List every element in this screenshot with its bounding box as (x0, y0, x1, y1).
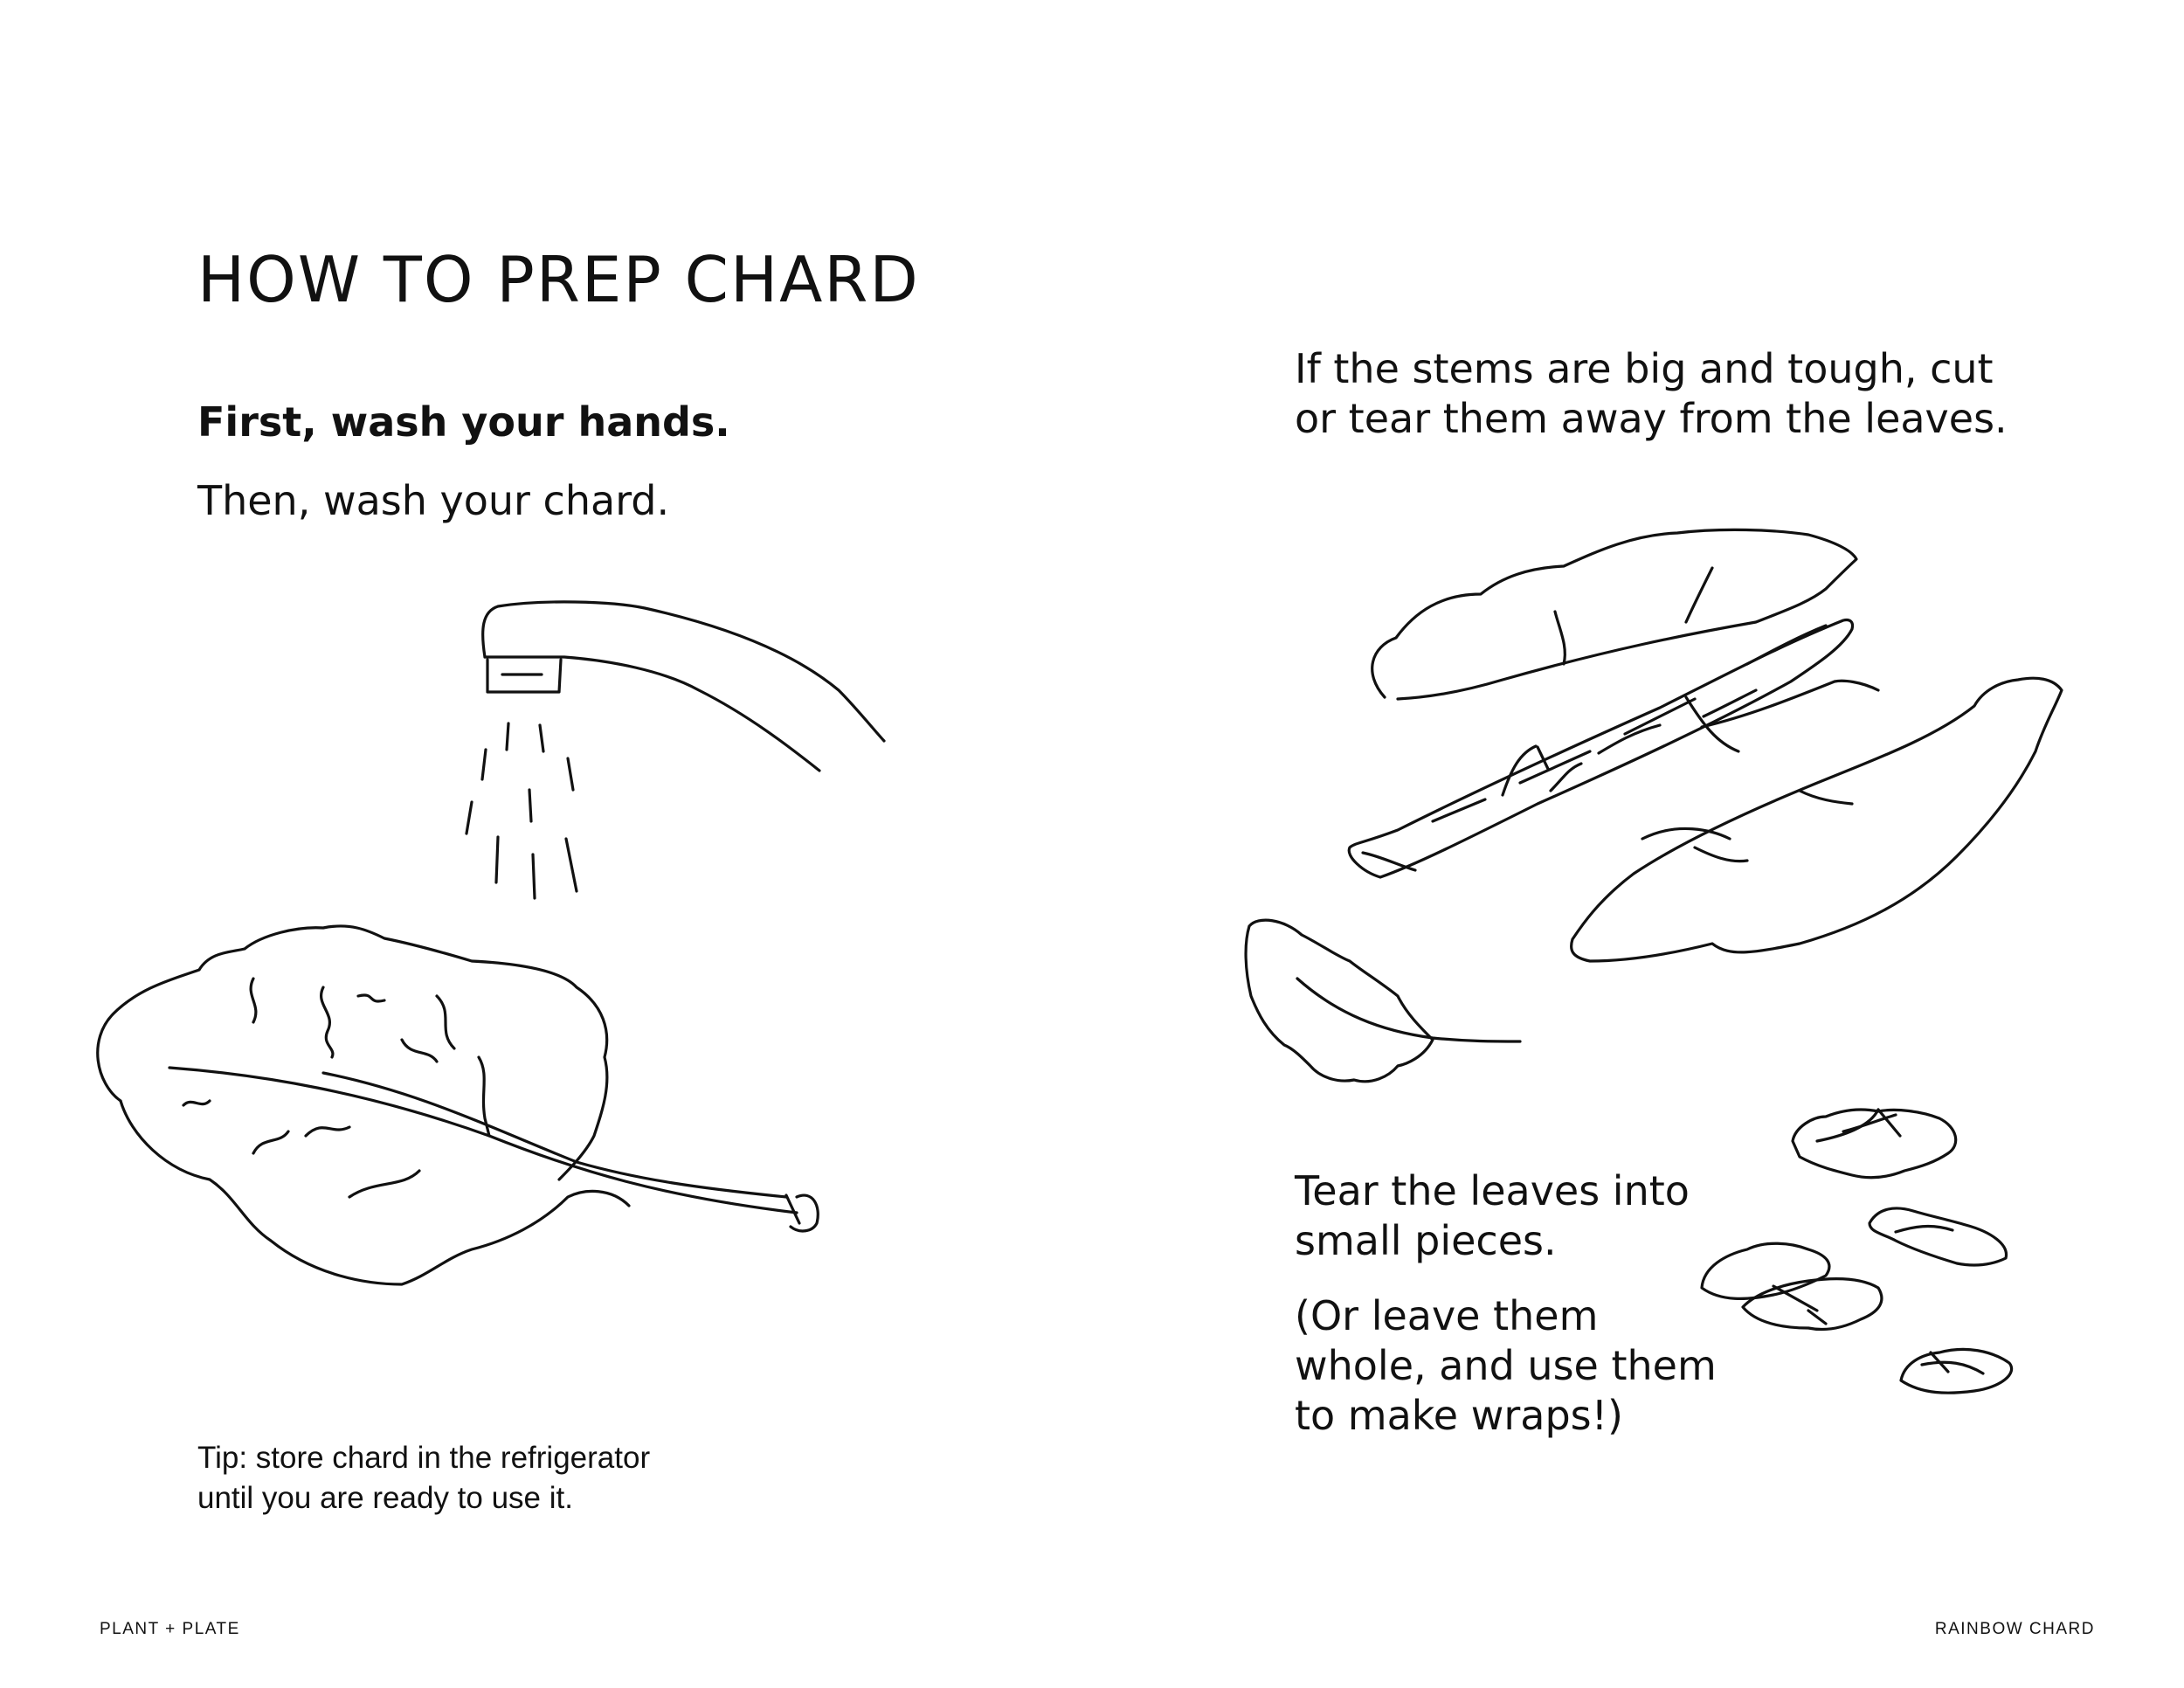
step-wraps-note: (Or leave them whole, and use them to make wraps!) (1295, 1292, 1717, 1439)
page-title: HOW TO PREP CHARD (197, 243, 920, 316)
footer-book-title: PLANT + PLATE (100, 1620, 240, 1638)
separated-stem-icon (1349, 529, 2062, 961)
step-remove-stems: If the stems are big and tough, cut or tear them away from the leaves. (1295, 345, 2008, 442)
step-wash-chard: Then, wash your chard. (197, 477, 670, 524)
step-tear-leaves: Tear the leaves into small pieces. (1295, 1167, 1690, 1264)
footer-chapter-title: RAINBOW CHARD (1934, 1620, 2095, 1638)
small-leaf-icon (1246, 920, 1520, 1082)
step-wash-hands: First, wash your hands. (197, 398, 730, 446)
chard-leaf-icon (98, 926, 819, 1284)
water-drops-icon (467, 723, 577, 898)
storage-tip: Tip: store chard in the refrigerator until you are ready to use it. (197, 1441, 651, 1515)
torn-leaf-pieces-icon (1702, 1110, 2012, 1393)
